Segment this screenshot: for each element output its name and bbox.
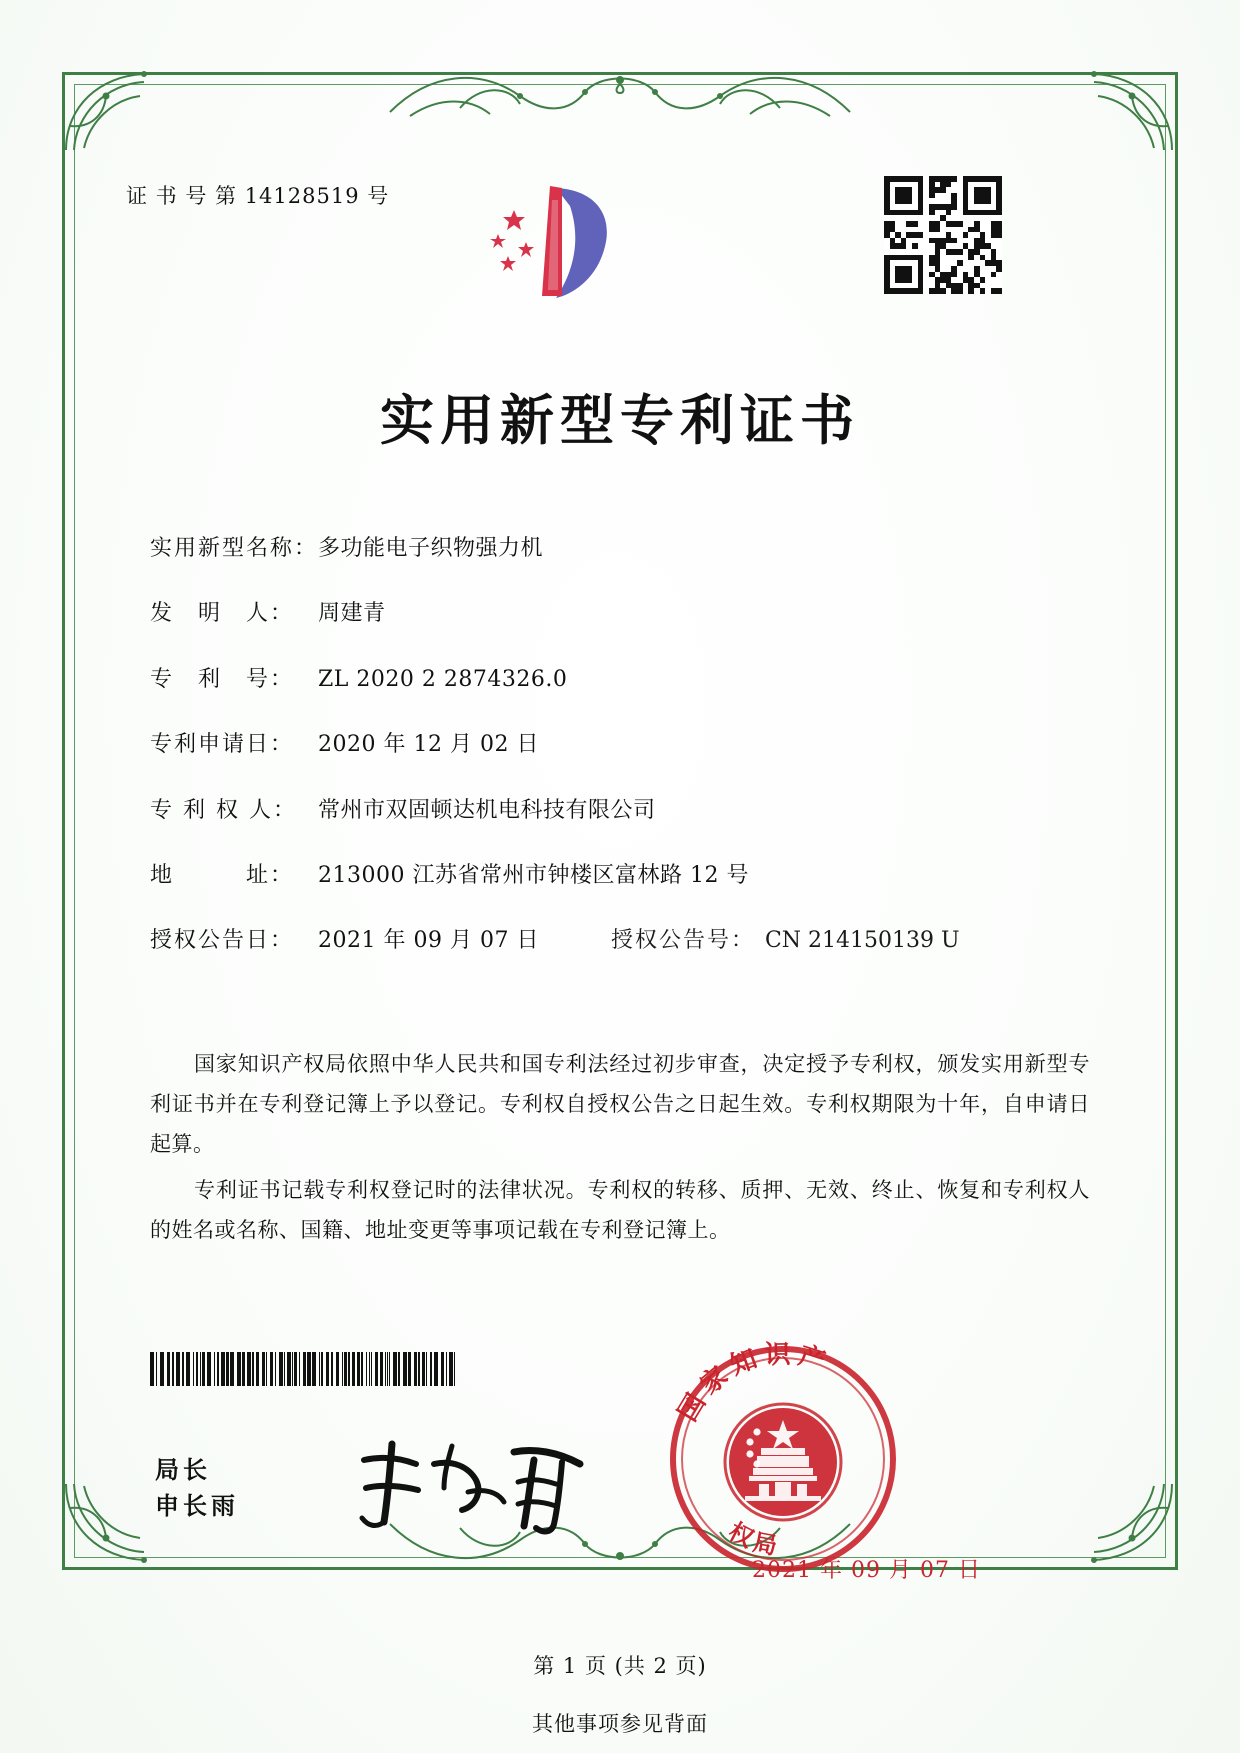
director-title: 局长 bbox=[155, 1455, 211, 1484]
field-value: 常州市双固顿达机电科技有限公司 bbox=[318, 797, 656, 823]
qr-code bbox=[884, 176, 1002, 294]
page-title: 实用新型专利证书 bbox=[380, 388, 860, 452]
svg-text:权局: 权局 bbox=[723, 1516, 784, 1561]
legal-paragraph: 专利证书记载专利权登记时的法律状况。专利权的转移、质押、无效、终止、恢复和专利权人的姓名或名称、国籍、地址变更等事项记载在专利登记簿上。 bbox=[150, 1178, 1090, 1242]
field-patentee bbox=[150, 798, 1090, 824]
field-value: 多功能电子织物强力机 bbox=[318, 536, 544, 561]
field-grant-announcement bbox=[150, 928, 1090, 954]
field-label: 授权公告日： bbox=[150, 928, 295, 954]
certificate-number: 证 书 号 第 14128519 号 bbox=[126, 184, 390, 208]
field-value: 周建青 bbox=[318, 601, 386, 627]
field-patent-number bbox=[150, 667, 1090, 693]
field-label: 专利申请日： bbox=[150, 732, 295, 758]
page-indicator: 第 1 页 (共 2 页) bbox=[533, 1654, 707, 1678]
field-label: 实用新型名称： bbox=[150, 536, 319, 561]
field-value: 2021 年 09 月 07 日 bbox=[318, 928, 539, 954]
field-value-secondary: CN 214150139 U bbox=[764, 928, 960, 954]
official-red-seal bbox=[658, 1334, 908, 1584]
field-label: 地 址： bbox=[150, 862, 295, 888]
field-value: 2020 年 12 月 02 日 bbox=[318, 732, 539, 758]
field-value: ZL 2020 2 2874326.0 bbox=[318, 666, 568, 692]
legal-text-block bbox=[150, 1044, 1090, 1256]
field-label: 专 利 权 人： bbox=[150, 797, 297, 823]
director-name: 申长雨 bbox=[155, 1491, 239, 1520]
field-label-secondary: 授权公告号： bbox=[610, 928, 755, 954]
handwritten-signature bbox=[348, 1430, 608, 1540]
back-side-note: 其他事项参见背面 bbox=[532, 1712, 708, 1736]
signature-block bbox=[155, 1452, 239, 1524]
field-address bbox=[150, 863, 1090, 889]
legal-paragraph: 国家知识产权局依照中华人民共和国专利法经过初步审查，决定授予专利权，颁发实用新型专利证书并在专利登记簿上予以登记。专利权自授权公告之日起生效。专利权期限为十年，自申请日起算。 bbox=[150, 1052, 1090, 1156]
cnipa-logo-icon bbox=[478, 170, 638, 310]
field-value: 213000 江苏省常州市钟楼区富林路 12 号 bbox=[318, 862, 749, 888]
field-label: 专 利 号： bbox=[150, 666, 295, 692]
field-inventor bbox=[150, 601, 1090, 627]
field-list bbox=[150, 536, 1090, 994]
barcode bbox=[150, 1352, 458, 1386]
field-label: 发 明 人： bbox=[150, 601, 295, 627]
top-ornament bbox=[370, 62, 870, 124]
svg-text:国家知识产: 国家知识产 bbox=[672, 1339, 835, 1427]
seal-date: 2021 年 09 月 07 日 bbox=[752, 1558, 981, 1583]
field-utility-model-name bbox=[150, 536, 1090, 562]
field-application-date bbox=[150, 732, 1090, 758]
